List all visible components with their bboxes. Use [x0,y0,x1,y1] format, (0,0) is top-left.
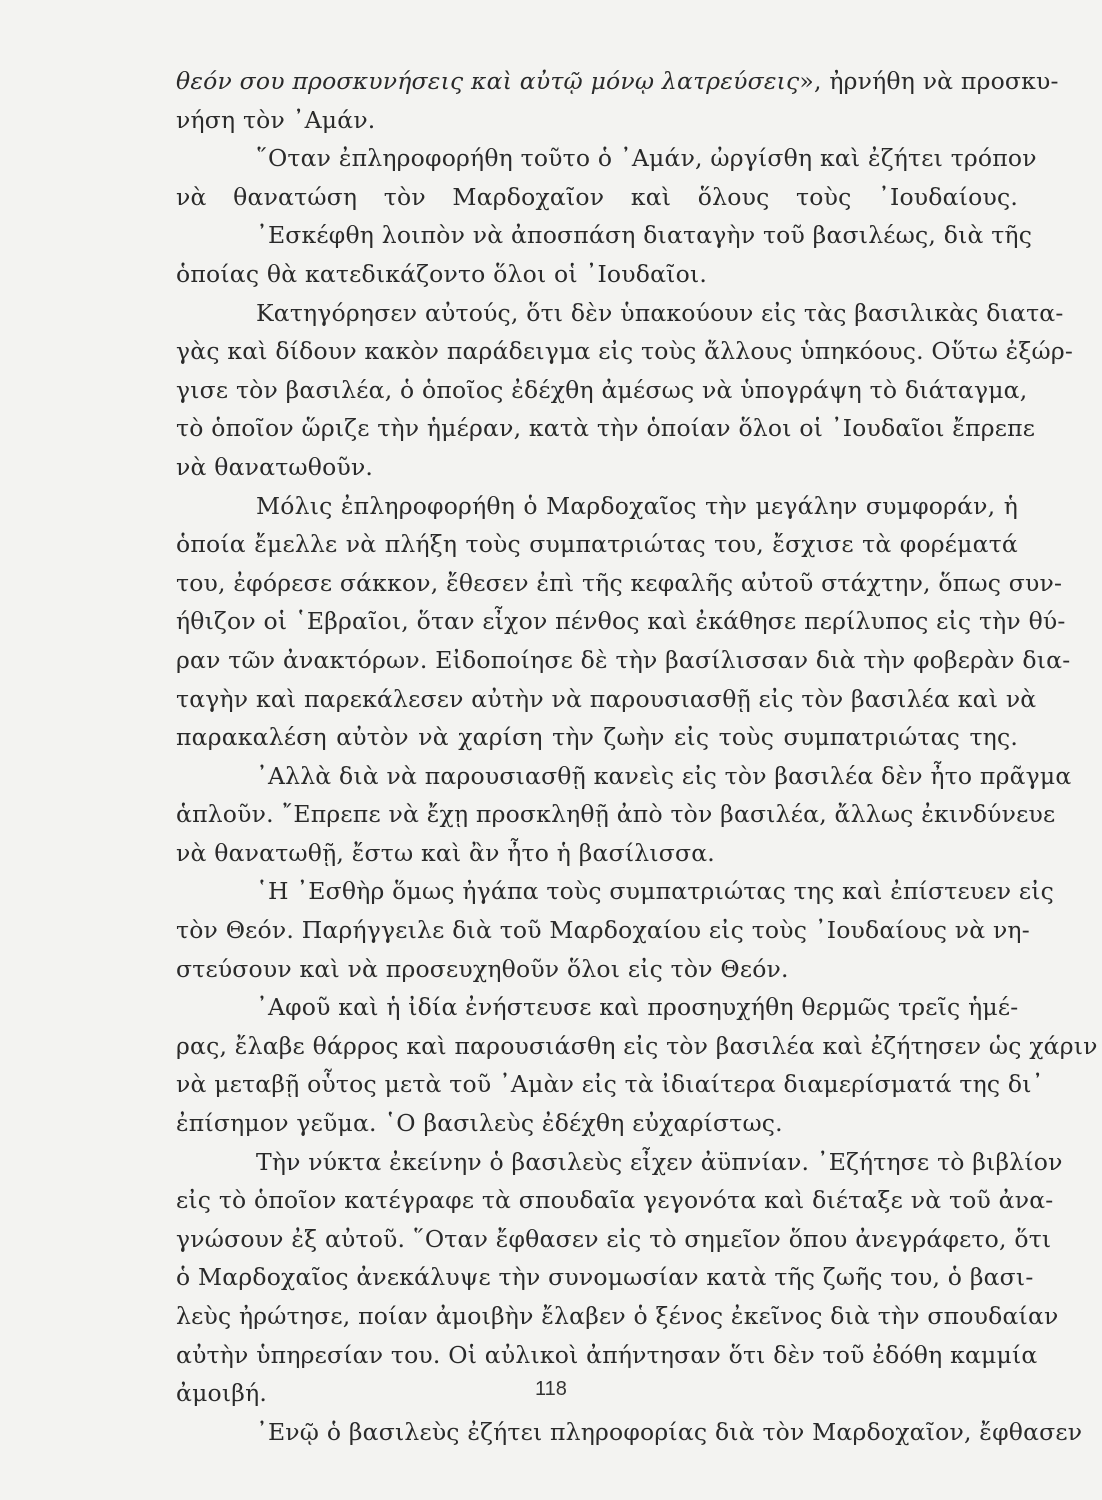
text-line-1 [176,62,1059,101]
text-line-9: γισε τὸν βασιλέα, ὁ ὁποῖος ἐδέχθη ἀμέσως νὰ ὑπογράψη τὸ διάταγμα, [176,375,1028,404]
text-line-24: στεύσουν καὶ νὰ προσευχηθοῦν ὅλοι εἰς τὸν Θεόν. [176,954,789,983]
page-number: 118 [535,1378,567,1400]
text-line-34: αὐτὴν ὑπηρεσίαν του. Οἱ αὐλικοὶ ἀπήντησαν ὅτι δὲν τοῦ ἐδόθη καμμία [176,1340,1038,1369]
text-line-2: νήση τὸν ᾿Αμάν. [176,105,376,134]
text-line-12: Μόλις ἐπληροφορήθη ὁ Μαρδοχαῖος τὴν μεγάλην συμφοράν, ἡ [256,491,1018,520]
text-line-5: ᾿Εσκέφθη λοιπὸν νὰ ἀποσπάση διαταγὴν τοῦ βασιλέως, διὰ τῆς [256,221,1033,250]
text-line-15: ήθιζον οἱ ῾Εβραῖοι, ὅταν εἶχον πένθος καὶ ἐκάθησε περίλυπος εἰς τὴν θύ- [176,607,1066,636]
text-line-23: τὸν Θεόν. Παρήγγειλε διὰ τοῦ Μαρδοχαίου εἰς τοὺς ᾿Ιουδαίους νὰ νη- [176,916,1030,945]
text-line-8: γὰς καὶ δίδουν κακὸν παράδειγμα εἰς τοὺς ἄλλους ὑπηκόους. Οὕτω ἐξώρ- [176,337,1074,366]
text-line-22: ῾Η ᾿Εσθὴρ ὅμως ἠγάπα τοὺς συμπατριώτας της καὶ ἐπίστευεν εἰς [256,877,1055,906]
text-line-17: ταγὴν καὶ παρεκάλεσεν αὐτὴν νὰ παρουσιασθῇ εἰς τὸν βασιλέα καὶ νὰ [176,684,1037,713]
text-line-27: νὰ μεταβῇ οὗτος μετὰ τοῦ ᾿Αμὰν εἰς τὰ ἰδιαίτερα διαμερίσματά της δι᾿ [176,1070,1044,1099]
text-line-11: νὰ θανατωθοῦν. [176,452,374,481]
text-line-20: ἁπλοῦν. ῎Επρεπε νὰ ἔχῃ προσκληθῇ ἀπὸ τὸν βασιλέα, ἄλλως ἐκινδύνευε [176,800,1056,829]
text-line-32: ὁ Μαρδοχαῖος ἀνεκάλυψε τὴν συνομωσίαν κατὰ τῆς ζωῆς του, ὁ βασι- [176,1263,1034,1292]
text-line-28: ἐπίσημον γεῦμα. ῾Ο βασιλεὺς ἐδέχθη εὐχαρίστως. [176,1109,783,1138]
text-line-31: γνώσουν ἐξ αὐτοῦ. ῞Οταν ἔφθασεν εἰς τὸ σημεῖον ὅπου ἀνεγράφετο, ὅτι [176,1224,1052,1253]
text-line-7: Κατηγόρησεν αὐτούς, ὅτι δὲν ὑπακούουν εἰς τὰς βασιλικὰς διατα- [256,298,1064,327]
text-line-18: παρακαλέση αὐτὸν νὰ χαρίση τὴν ζωὴν εἰς τοὺς συμπατριώτας της. [176,723,1018,752]
text-line-21: νὰ θανατωθῇ, ἔστω καὶ ἂν ἦτο ἡ βασίλισσα. [176,838,715,867]
text-line-33: λεὺς ἠρώτησε, ποίαν ἀμοιβὴν ἔλαβεν ὁ ξένος ἐκεῖνος διὰ τὴν σπουδαίαν [176,1302,1059,1330]
text-line-16: ραν τῶν ἀνακτόρων. Εἰδοποίησε δὲ τὴν βασίλισσαν διὰ τὴν φοβερὰν δια- [176,645,1071,674]
text-line-35: ἀμοιβή. [176,1379,268,1408]
text-line-14: του, ἐφόρεσε σάκκον, ἔθεσεν ἐπὶ τῆς κεφαλῆς αὐτοῦ στάχτην, ὅπως συν- [176,568,1063,597]
text-line-4: νὰ θανατώση τὸν Μαρδοχαῖον καὶ ὅλους τοὺς ᾿Ιουδαίους. [176,182,1018,211]
text-line-30: εἰς τὸ ὁποῖον κατέγραφε τὰ σπουδαῖα γεγονότα καὶ διέταξε νὰ τοῦ ἀνα- [176,1186,1054,1215]
text-line-10: τὸ ὁποῖον ὥριζε τὴν ἡμέραν, κατὰ τὴν ὁποίαν ὅλοι οἱ ᾿Ιουδαῖοι ἔπρεπε [176,414,1036,443]
text-line-29: Τὴν νύκτα ἐκείνην ὁ βασιλεὺς εἶχεν ἀϋπνίαν. ᾿Εζήτησε τὸ βιβλίον [256,1147,1063,1176]
text-line-19: ᾿Αλλὰ διὰ νὰ παρουσιασθῇ κανεὶς εἰς τὸν βασιλέα δὲν ἦτο πρᾶγμα [256,761,1072,790]
text-line-6: ὁποίας θὰ κατεδικάζοντο ὅλοι οἱ ᾿Ιουδαῖοι. [176,259,708,288]
italic-quote: θεόν σου προσκυνήσεις καὶ αὐτῷ μόνῳ λατρεύσεις [176,67,800,95]
text-line-13: ὁποία ἔμελλε νὰ πλήξη τοὺς συμπατριώτας του, ἔσχισε τὰ φορέματά [176,530,1018,559]
text-line-3: ῞Οταν ἐπληροφορήθη τοῦτο ὁ ᾿Αμάν, ὠργίσθη καὶ ἐζήτει τρόπον [256,144,1037,173]
text-line-1-rest: », ἠρνήθη νὰ προσκυ- [799,67,1059,95]
text-line-25: ᾿Αφοῦ καὶ ἡ ἰδία ἐνήστευσε καὶ προσηυχήθη θερμῶς τρεῖς ἡμέ- [256,993,1019,1022]
text-line-36: ᾿Ενῷ ὁ βασιλεὺς ἐζήτει πληροφορίας διὰ τὸν Μαρδοχαῖον, ἔφθασεν [256,1417,1083,1446]
body-text [176,62,1098,1451]
text-line-26: ρας, ἔλαβε θάρρος καὶ παρουσιάσθη εἰς τὸν βασιλέα καὶ ἐζήτησεν ὡς χάριν [176,1031,1098,1060]
